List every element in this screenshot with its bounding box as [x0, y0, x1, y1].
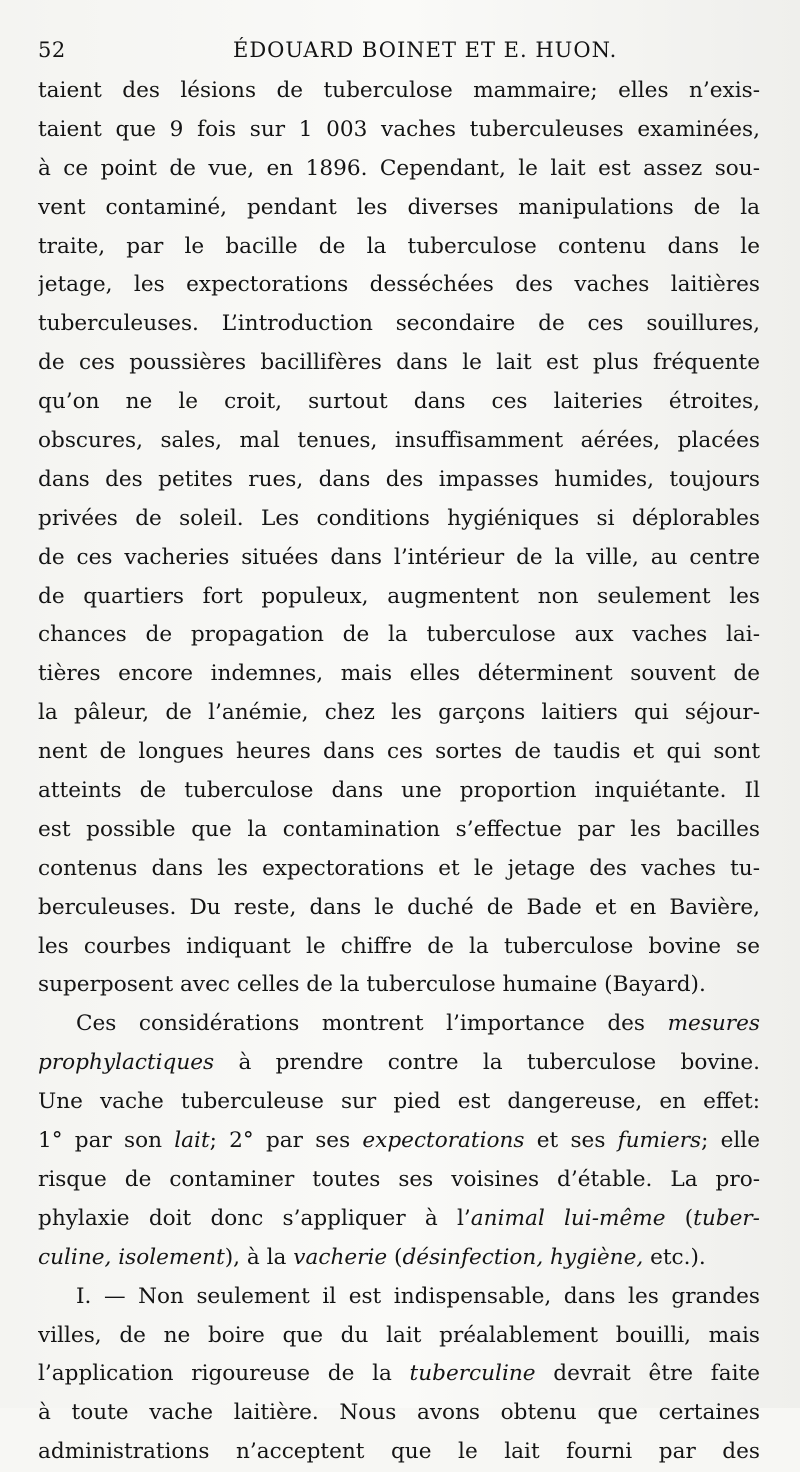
text-segment: obscures, sales, mal tenues, insuffisamment aérées, placées: [38, 428, 760, 454]
text-segment: tuberculeuses. L’introduction secondaire de ces souillures,: [38, 311, 760, 337]
text-segment: ), à la: [224, 1244, 294, 1270]
text-segment: Une vache tuberculeuse sur pied est dangereuse, en effet:: [38, 1089, 760, 1115]
page-header: [38, 30, 760, 70]
text-segment: ; 2° par ses: [209, 1128, 363, 1154]
text-segment: à ce point de vue, en 1896. Cependant, le lait est assez sou-: [38, 155, 760, 181]
text-segment: taient des lésions de tuberculose mammaire; elles n’exis-: [38, 78, 760, 103]
text-segment: Ces considérations montrent l’importance des: [76, 1011, 668, 1037]
text-segment: la pâleur, de l’anémie, chez les garçons laitiers qui séjour-: [38, 700, 760, 726]
italic-segment: lait: [174, 1128, 210, 1154]
text-segment: berculeuses. Du reste, dans le duché de Bade et en Bavière,: [38, 894, 760, 920]
text-line: [38, 72, 760, 111]
text-segment: traite, par le bacille de la tuberculose contenu dans le: [38, 233, 760, 259]
text-line: [38, 305, 760, 344]
text-line: [38, 928, 760, 967]
text-segment: vent contaminé, pendant les diverses manipulations de la: [38, 194, 760, 220]
text-line: [38, 889, 760, 928]
text-segment: devrait être faite: [535, 1361, 760, 1387]
text-line: [38, 850, 760, 889]
text-line: [38, 539, 760, 578]
text-segment: à toute vache laitière. Nous avons obtenu que certaines: [38, 1400, 760, 1426]
text-segment: I. — Non seulement il est indispensable, dans les grandes: [76, 1283, 760, 1309]
text-segment: est possible que la contamination s’effectue par les bacilles: [38, 816, 760, 842]
italic-segment: expectorations: [362, 1128, 525, 1154]
text-segment: de ces vacheries situées dans l’intérieur de la ville, au centre: [38, 544, 760, 570]
text-line: [38, 1200, 760, 1239]
text-line: [38, 1005, 760, 1044]
text-line: [38, 1083, 760, 1122]
text-line: [38, 1161, 760, 1200]
text-segment: superposent avec celles de la tuberculose humaine (Bayard).: [38, 972, 706, 998]
text-line: [38, 1278, 760, 1317]
text-segment: et ses: [524, 1128, 618, 1154]
text-segment: ; elle: [701, 1128, 760, 1154]
text-segment: jetage, les expectorations desséchées des vaches laitières: [38, 272, 760, 298]
text-segment: contenus dans les expectorations et le jetage des vaches tu-: [38, 855, 760, 881]
text-line: [38, 189, 760, 228]
text-line: [38, 461, 760, 500]
text-line: [38, 733, 760, 772]
italic-segment: vacherie: [293, 1244, 388, 1270]
text-line: [38, 811, 760, 850]
text-line: [38, 655, 760, 694]
text-line: [38, 344, 760, 383]
italic-segment: fumiers: [617, 1128, 702, 1154]
text-segment: chances de propagation de la tuberculose aux vaches lai-: [38, 622, 760, 648]
italic-segment: tuberculine: [409, 1361, 536, 1387]
text-segment: de ces poussières bacillifères dans le lait est plus fréquente: [38, 350, 760, 376]
text-segment: (: [665, 1205, 694, 1231]
running-title: ÉDOUARD BOINET ET E. HUON.: [233, 38, 618, 62]
text-line: [38, 111, 760, 150]
italic-segment: tuber-: [693, 1205, 760, 1231]
italic-segment: culine, isolement: [38, 1244, 225, 1270]
text-segment: l’application rigoureuse de la: [38, 1361, 410, 1387]
italic-segment: prophylactiques: [38, 1050, 215, 1076]
text-line: [38, 1239, 760, 1278]
text-line: [38, 500, 760, 539]
text-segment: privées de soleil. Les conditions hygiéniques si déplorables: [38, 505, 760, 531]
text-segment: qu’on ne le croit, surtout dans ces laiteries étroites,: [38, 389, 760, 415]
text-segment: (: [387, 1244, 403, 1270]
text-line: [38, 616, 760, 655]
text-segment: dans des petites rues, dans des impasses humides, toujours: [38, 466, 760, 492]
text-segment: à prendre contre la tuberculose bovine.: [214, 1050, 760, 1076]
text-segment: etc.).: [643, 1244, 706, 1270]
text-line: [38, 1433, 760, 1472]
text-line: [38, 228, 760, 267]
text-segment: 1° par son: [38, 1128, 175, 1154]
italic-segment: animal lui-même: [470, 1205, 666, 1231]
text-segment: phylaxie doit donc s’appliquer à l’: [38, 1205, 471, 1231]
text-line: [38, 966, 760, 1005]
text-segment: atteints de tuberculose dans une proportion inquiétante. Il: [38, 778, 760, 804]
text-line: [38, 694, 760, 733]
page-number: 52: [38, 38, 66, 62]
text-line: [38, 383, 760, 422]
text-line: [38, 1122, 760, 1161]
text-line: [38, 1317, 760, 1356]
italic-segment: mesures: [667, 1011, 760, 1037]
text-segment: nent de longues heures dans ces sortes de taudis et qui sont: [38, 739, 760, 765]
text-line: [38, 772, 760, 811]
text-line: [38, 578, 760, 617]
text-segment: administrations n’acceptent que le lait fourni par des: [38, 1439, 760, 1465]
text-line: [38, 1044, 760, 1083]
text-line: [38, 150, 760, 189]
text-line: [38, 1394, 760, 1433]
text-segment: tières encore indemnes, mais elles déterminent souvent de: [38, 661, 760, 687]
italic-segment: désinfection, hygiène,: [402, 1244, 644, 1270]
text-line: [38, 422, 760, 461]
text-segment: les courbes indiquant le chiffre de la tuberculose bovine se: [38, 933, 760, 959]
text-segment: villes, de ne boire que du lait préalablement bouilli, mais: [38, 1322, 760, 1348]
text-line: [38, 1355, 760, 1394]
text-segment: taient que 9 fois sur 1 003 vaches tuberculeuses examinées,: [38, 116, 760, 142]
text-line: [38, 266, 760, 305]
text-segment: risque de contaminer toutes ses voisines d’étable. La pro-: [38, 1166, 760, 1192]
body-text: [38, 72, 760, 1472]
text-segment: de quartiers fort populeux, augmentent non seulement les: [38, 583, 760, 609]
